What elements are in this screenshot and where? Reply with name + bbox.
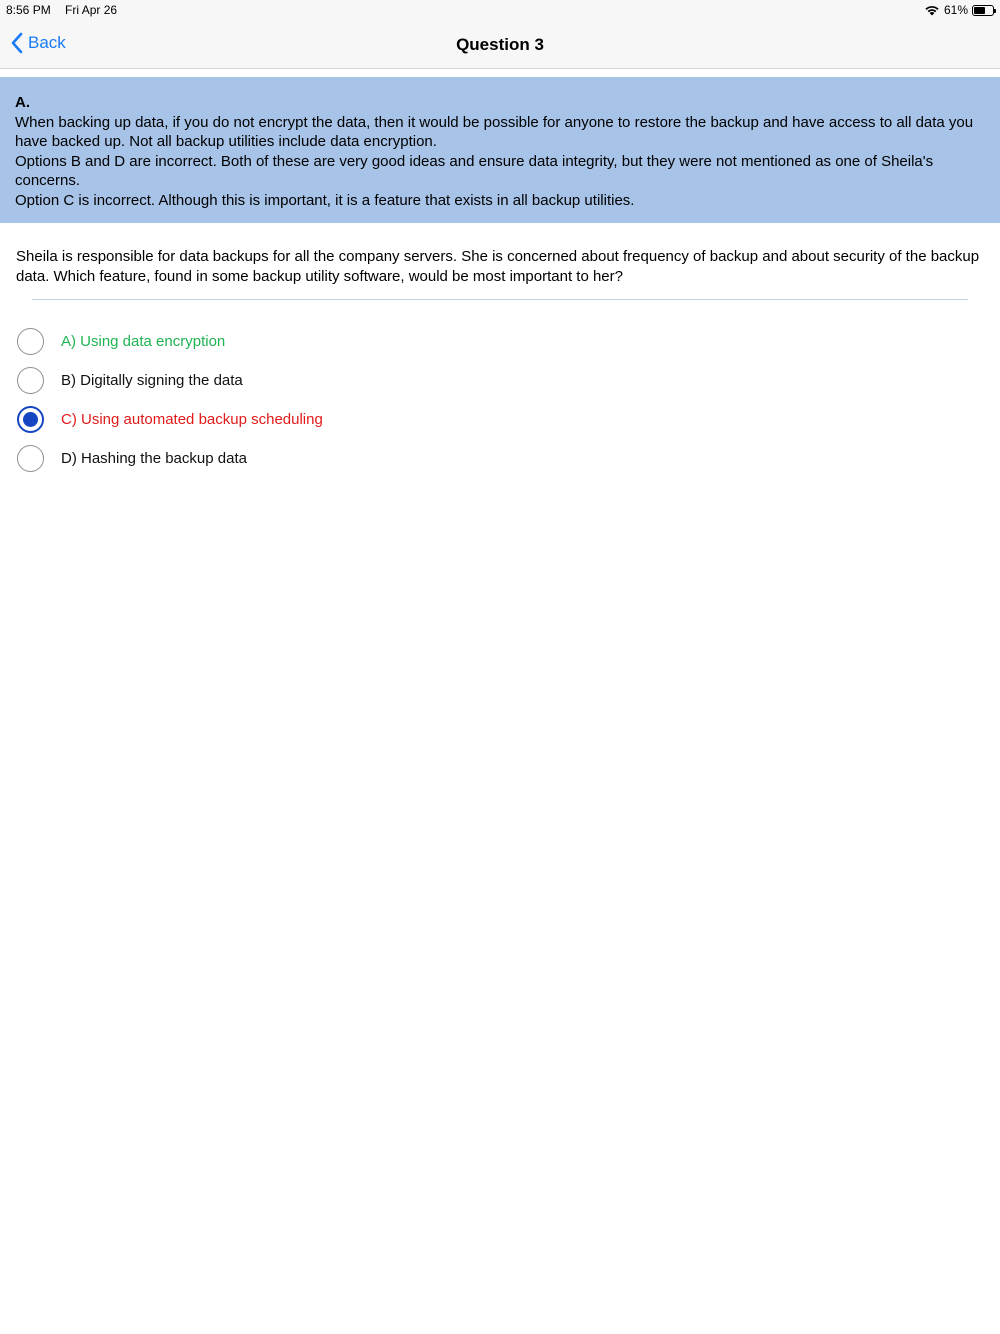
page-title: Question 3 [456,35,544,54]
option-label: B) Digitally signing the data [61,372,243,389]
option-label: C) Using automated backup scheduling [61,411,323,428]
wifi-icon [924,4,940,16]
option-label: A) Using data encryption [61,333,226,350]
options-list [17,322,323,478]
status-left [6,3,117,17]
answer-letter: A. [15,94,30,111]
explanation-line-1: When backing up data, if you do not encrypt the data, then it would be possible for anyone to restore the backup and have access to all data you have backed up. Not all backup utilities include data encryption. [15,113,974,150]
battery-fill [974,7,985,14]
radio-button[interactable] [17,406,44,433]
option-b[interactable] [17,361,323,400]
radio-button[interactable] [17,328,44,355]
explanation-line-2: Options B and D are incorrect. Both of these are very good ideas and ensure data integrity, but they were not mentioned as one of Sheila's concerns. [15,152,934,189]
option-d[interactable] [17,439,323,478]
question-text: Sheila is responsible for data backups for all the company servers. She is concerned about frequency of backup and about security of the backup data. Which feature, found in some backup utility software, would be most important to her? [16,248,980,285]
answer-explanation [0,77,1000,223]
option-a[interactable] [17,322,323,361]
option-c[interactable] [17,400,323,439]
option-label: D) Hashing the backup data [61,450,247,467]
radio-button[interactable] [17,445,44,472]
explanation-line-3: Option C is incorrect. Although this is important, it is a feature that exists in all backup utilities. [15,191,635,209]
status-date: Fri Apr 26 [65,3,118,17]
divider [32,299,968,300]
radio-button[interactable] [17,367,44,394]
battery-percent: 61% [943,3,968,17]
back-label: Back [28,33,66,52]
battery-icon [972,5,994,16]
status-right [924,3,994,17]
status-time: 8:56 PM [6,3,51,17]
status-bar [0,0,1000,22]
navigation-bar [0,22,1000,69]
